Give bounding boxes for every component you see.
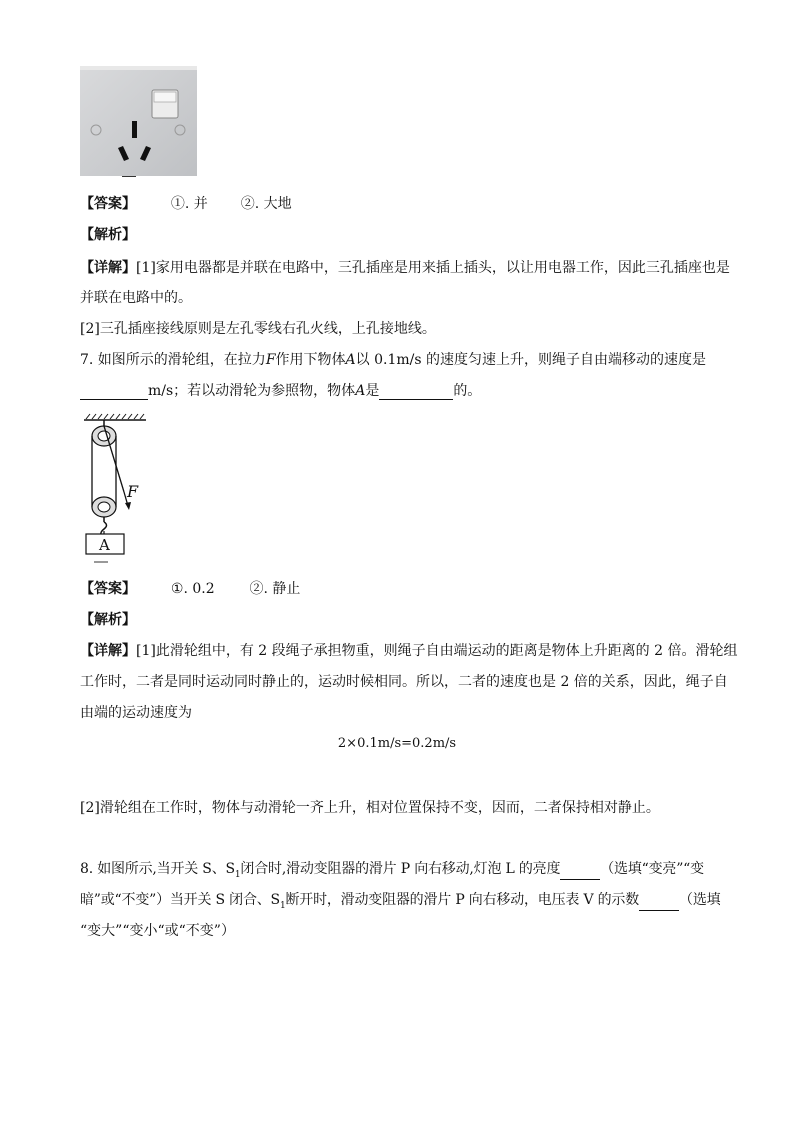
q6-answer-row [80, 193, 292, 213]
q7-answer-row [80, 578, 300, 598]
q7-stem-2a: m/s；若以动滑轮为参照物，物体 [148, 383, 356, 399]
q8-blank-1[interactable] [560, 865, 600, 880]
q8-line2c: （选填 [679, 892, 721, 908]
q7-blank-1[interactable] [80, 385, 148, 400]
q7-stem-1c: 以 0.1m/s 的速度匀速上升，则绳子自由端移动的速度是 [355, 352, 706, 368]
q8-line2 [80, 889, 720, 911]
q7-detail-line4: [2]滑轮组在工作时，物体与动滑轮一齐上升，相对位置保持不变，因而，二者保持相对静止。 [80, 800, 660, 816]
q8-blank-2[interactable] [639, 896, 679, 911]
q7-stem-1b: 作用下物体 [275, 352, 346, 368]
pulley-diagram [80, 412, 150, 567]
q7-answer-1: ①. 0.2 [170, 581, 215, 597]
q7-detail-label: 【详解】 [80, 643, 136, 659]
q8-line2a: 暗”或“不变”）当开关 S 闭合、S [80, 892, 280, 908]
q6-detail-label: 【详解】 [80, 260, 136, 276]
q7-answer-label: 【答案】 [80, 581, 136, 597]
q7-blank-2[interactable] [379, 385, 453, 400]
q7-stem-2c: 的。 [453, 383, 482, 399]
q7-stem-A2: A [355, 383, 366, 399]
q6-answer-label: 【答案】 [80, 196, 136, 212]
q6-answer-2: ②. 大地 [240, 196, 292, 212]
q6-detail-text1: [1]家用电器都是并联在电路中，三孔插座是用来插上插头，以让用电器工作，因此三孔插座也是 [136, 260, 730, 276]
q6-answer-1: ①. 并 [170, 196, 208, 212]
q7-stem-1a: 7. 如图所示的滑轮组，在拉力 [80, 352, 266, 368]
q6-analysis-label: 【解析】 [80, 227, 136, 243]
socket-figure [80, 66, 197, 176]
q6-detail-line2: 并联在电路中的。 [80, 290, 192, 306]
q7-detail-line3: 由端的运动速度为 [80, 705, 192, 721]
q7-stem-line2 [80, 380, 481, 400]
q7-detail-text1: [1]此滑轮组中，有 2 段绳子承担物重，则绳子自由端运动的距离是物体上升距离的 2 倍。滑轮组 [136, 643, 738, 659]
socket-image [80, 66, 197, 176]
q7-detail-line1 [80, 640, 737, 660]
q8-line3: “变大”“变小“或“不变”） [80, 923, 235, 939]
q8-line1b: 闭合时,滑动变阻器的滑片 P 向右移动,灯泡 L 的亮度 [240, 861, 561, 877]
q7-stem-A: A [345, 352, 356, 368]
q7-formula: 2×0.1m/s=0.2m/s [337, 736, 457, 751]
q8-line1-sub: 1 [234, 869, 241, 880]
q7-stem-line1 [80, 349, 706, 369]
socket-caption-mark [122, 176, 136, 177]
q8-line1 [80, 858, 704, 880]
q8-line1a: 8. 如图所示,当开关 S、S [80, 861, 235, 877]
pulley-figure [80, 412, 150, 567]
q8-line2-sub: 1 [279, 900, 286, 911]
q7-stem-F: F [265, 352, 276, 368]
q7-answer-2: ②. 静止 [249, 581, 301, 597]
q7-analysis-label: 【解析】 [80, 612, 136, 628]
pulley-label-F: F [127, 482, 139, 501]
q6-detail-line1 [80, 257, 730, 277]
q8-line1c: （选填“变亮”“变 [600, 861, 704, 877]
q7-stem-2b: 是 [365, 383, 380, 399]
q7-detail-line2: 工作时，二者是同时运动同时静止的，运动时候相同。所以，二者的速度也是 2 倍的关系，因此，绳子自 [80, 674, 728, 690]
q6-detail-line3: [2]三孔插座接线原则是左孔零线右孔火线，上孔接地线。 [80, 321, 436, 337]
pulley-label-A: A [99, 536, 110, 554]
q8-line2b: 断开时，滑动变阻器的滑片 P 向右移动，电压表 V 的示数 [285, 892, 640, 908]
